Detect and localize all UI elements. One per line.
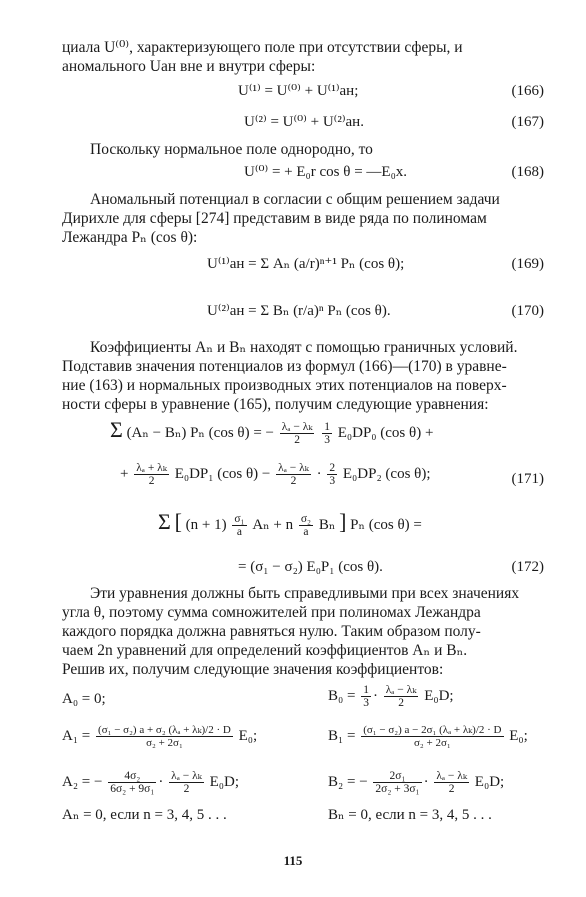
text-line: Дирихле для сферы [274] представим в виде ряда по полиномам — [62, 210, 487, 227]
page-number: 115 — [283, 853, 303, 868]
text-line: аномального Uан вне и внутри сферы: — [62, 58, 316, 75]
equation-number: (170) — [511, 303, 544, 319]
equation-166: U⁽¹⁾ = U⁽⁰⁾ + U⁽¹⁾ан; — [238, 83, 359, 99]
text-line: угла θ, поэтому сумма сомножителей при полиномах Лежандра — [62, 604, 481, 621]
equation-number: (167) — [511, 114, 544, 130]
fraction: $\frac{\text{σ₁}}{a}$ — [234, 513, 245, 539]
text-line: ности сферы в уравнение (165), получим следующие уравнения: — [62, 396, 489, 413]
equation-number: (171) — [511, 471, 544, 487]
equation-171-line1: Σ (Aₙ − Bₙ) Pₙ (cos θ) = − $\frac{\text{λₐ − λₖ}}{2}$ $\frac{1}{3}$ E₀DP₀ (cos θ) + — [110, 417, 434, 447]
equation-167: U⁽²⁾ = U⁽⁰⁾ + U⁽²⁾ан. — [244, 114, 364, 130]
equation-172-line1: Σ [ (n + 1) $\frac{\text{σ₁}}{a}$ Aₙ + n $\frac{\text{σ₂}}{a}$ Bₙ ] Pₙ (cos θ) = — [158, 509, 422, 539]
text-line: Эти уравнения должны быть справедливыми при всех значениях — [90, 585, 520, 602]
solution-Bn: Bₙ = 0, если n = 3, 4, 5 . . . — [328, 807, 492, 823]
fraction: $\frac{\text{λₐ − λₖ}}{2}$ — [278, 462, 309, 487]
text-line: Лежандра Pₙ (cos θ): — [62, 229, 198, 246]
text-line: циала U⁽⁰⁾, характеризующего поле при отсутствии сферы, и — [62, 39, 463, 56]
solution-B1: B₁ = $\frac{\text{(σ₁ − σ₂) a − 2σ₁ (λₐ + λₖ)/2 · D}}{\text{σ₂ + 2σ₁}}$ E₀; — [328, 724, 528, 749]
fraction: $\frac{1}{3}$ — [324, 421, 330, 447]
text-line: Подставив значения потенциалов из формул (166)—(170) в уравне- — [62, 358, 507, 375]
fraction: $\frac{\text{λₐ − λₖ}}{2}$ — [281, 421, 313, 447]
text-line: каждого порядка должна равняться нулю. Таким образом полу- — [62, 623, 481, 640]
text-line: Решив их, получим следующие значения коэффициентов: — [62, 661, 444, 678]
solution-B2: B₂ = − $\frac{\text{2σ₁}}{\text{2σ₂ + 3σ₁}}$ · $\frac{\text{λₐ − λₖ}}{2}$ E₀D; — [328, 770, 505, 795]
equation-number: (168) — [511, 164, 544, 180]
fraction: $\frac{\text{λₐ + λₖ}}{2}$ — [136, 462, 167, 487]
text-line: ние (163) и нормальных производных этих потенциалов на поверх- — [62, 377, 507, 394]
text-line: Коэффициенты Aₙ и Bₙ находят с помощью граничных условий. — [90, 339, 518, 356]
solution-An: Aₙ = 0, если n = 3, 4, 5 . . . — [62, 807, 227, 823]
sum-sign: Σ — [158, 509, 171, 534]
solution-B0: B₀ = $\frac{1}{3}$ · $\frac{\text{λₐ − λₖ}}{2}$ E₀D; — [328, 684, 454, 709]
equation-number: (166) — [511, 83, 544, 99]
equation-171-line2: + $\frac{\text{λₐ + λₖ}}{2}$ E₀DP₁ (cos θ) − $\frac{\text{λₐ − λₖ}}{2}$ · $\frac{2}{3}$ E₀DP₂ (cos θ); — [120, 462, 431, 487]
solution-A2: A₂ = − $\frac{\text{4σ₂}}{\text{6σ₂ + 9σ₁}}$ · $\frac{\text{λₐ − λₖ}}{2}$ E₀D; — [62, 770, 240, 795]
equation-number: (169) — [511, 256, 544, 272]
equation-168: U⁽⁰⁾ = + E₀r cos θ = —E₀x. — [244, 164, 408, 180]
equation-172-line2: = (σ₁ − σ₂) E₀P₁ (cos θ). — [238, 559, 383, 575]
text-line: Поскольку нормальное поле однородно, то — [90, 141, 373, 158]
fraction: $\frac{2}{3}$ — [329, 462, 336, 487]
equation-number: (172) — [511, 559, 544, 575]
solution-A0: A₀ = 0; — [62, 691, 106, 707]
equation-170: U⁽²⁾ан = Σ Bₙ (r/a)ⁿ Pₙ (cos θ). — [207, 303, 391, 319]
fraction: $\frac{\text{σ₂}}{a}$ — [300, 513, 312, 539]
text-line: чаем 2n уравнений для определений коэффициентов Aₙ и Bₙ. — [62, 642, 468, 659]
text-line: Аномальный потенциал в согласии с общим решением задачи — [90, 191, 500, 208]
sum-sign: Σ — [110, 417, 123, 442]
equation-169: U⁽¹⁾ан = Σ Aₙ (a/r)ⁿ⁺¹ Pₙ (cos θ); — [207, 256, 405, 272]
solution-A1: A₁ = $\frac{\text{(σ₁ − σ₂) a + σ₂ (λₐ + λₖ)/2 · D}}{\text{σ₂ + 2σ₁}}$ E₀; — [62, 724, 258, 749]
